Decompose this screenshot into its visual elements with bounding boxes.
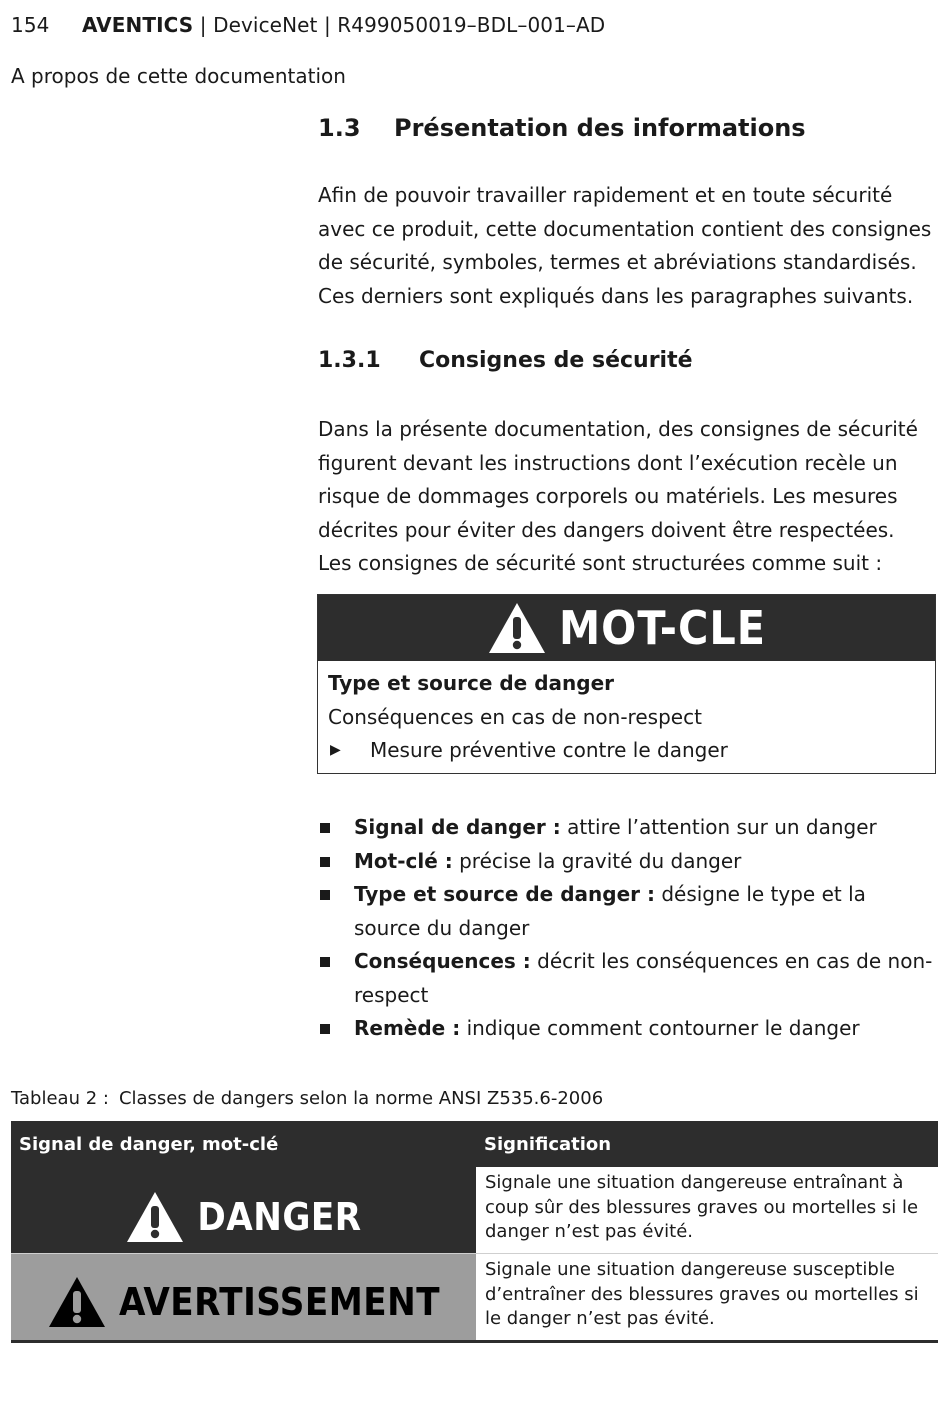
table-header-cell: Signal de danger, mot-clé [19, 1133, 279, 1155]
list-item: Type et source de danger : désigne le type et la source du danger [318, 878, 938, 945]
section-label: A propos de cette documentation [11, 64, 346, 88]
square-bullet-icon [320, 823, 330, 833]
subsection-text: Dans la présente documentation, des consignes de sécurité figurent devant les instructions dont l’exécution recèle un risque de dommages corporels ou matériels. Les mesures décrites pour éviter des dangers doivent être respectées. [318, 417, 918, 542]
section-title: Présentation des informations [394, 114, 806, 142]
header-separator: | [323, 13, 331, 37]
list-item: Mot-clé : précise la gravité du danger [318, 845, 938, 879]
page-number: 154 [11, 13, 50, 37]
safety-notice-template [317, 594, 936, 774]
play-arrow-icon: ▶ [330, 742, 341, 758]
table-caption-text: Classes de dangers selon la norme ANSI Z535.6-2006 [118, 1088, 604, 1109]
preventive-measure [328, 734, 925, 768]
hazard-classes-table [11, 1121, 938, 1343]
table-caption [11, 1088, 603, 1109]
warning-triangle-icon [125, 1190, 185, 1244]
signal-keyword: AVERTISSEMENT [118, 1280, 441, 1324]
preventive-measure-text: Mesure préventive contre le danger [370, 738, 728, 762]
danger-type-source: Type et source de danger [328, 671, 615, 695]
list-item: Conséquences : décrit les conséquences en cas de non-respect [318, 945, 938, 1012]
section-heading [318, 114, 806, 142]
signal-keyword: DANGER [197, 1195, 362, 1239]
safety-keyword: MOT-CLE [558, 601, 767, 655]
table-row [11, 1253, 938, 1340]
table-row [11, 1167, 938, 1253]
meaning-cell: Signale une situation dangereuse entraînant à coup sûr des blessures graves ou mortelles si le danger n’est pas évité. [476, 1167, 938, 1253]
meaning-cell: Signale une situation dangereuse susceptible d’entraîner des blessures graves ou mortelles si le danger n’est pas évité. [476, 1254, 938, 1340]
square-bullet-icon [320, 1024, 330, 1034]
safety-notice-body [318, 661, 935, 774]
subsection-heading [318, 348, 693, 373]
header-separator: | [199, 13, 207, 37]
section-number: 1.3 [318, 114, 361, 142]
subsection-text-container [318, 413, 938, 581]
list-item: Remède : indique comment contourner le danger [318, 1012, 938, 1046]
signal-cell-warning [11, 1254, 476, 1340]
danger-consequences: Conséquences en cas de non-respect [328, 704, 702, 729]
subsection-text-2: Les consignes de sécurité sont structurées comme suit : [318, 551, 883, 575]
section-intro-container [318, 179, 938, 313]
warning-triangle-icon [47, 1275, 107, 1329]
warning-triangle-icon [487, 601, 547, 655]
table-caption-number: Tableau 2 : [11, 1088, 109, 1109]
square-bullet-icon [320, 957, 330, 967]
table-header-cell: Signification [484, 1133, 612, 1155]
document-id: R499050019–BDL–001–AD [337, 13, 606, 37]
safety-elements-list [318, 811, 938, 1046]
table-header-row [11, 1121, 938, 1167]
product-name: DeviceNet [213, 13, 318, 37]
signal-cell-danger [11, 1167, 476, 1253]
page-header [11, 13, 605, 37]
list-item: Signal de danger : attire l’attention sur un danger [318, 811, 938, 845]
square-bullet-icon [320, 890, 330, 900]
brand-name: AVENTICS [81, 13, 194, 37]
section-intro: Afin de pouvoir travailler rapidement et en toute sécurité avec ce produit, cette documentation contient des consignes de sécurité, symboles, termes et abréviations standardisés. Ces derniers sont expliqués dans les paragraphes suivants. [318, 183, 932, 308]
subsection-number: 1.3.1 [318, 348, 381, 373]
square-bullet-icon [320, 857, 330, 867]
safety-notice-header [318, 595, 935, 661]
subsection-title: Consignes de sécurité [419, 348, 693, 373]
